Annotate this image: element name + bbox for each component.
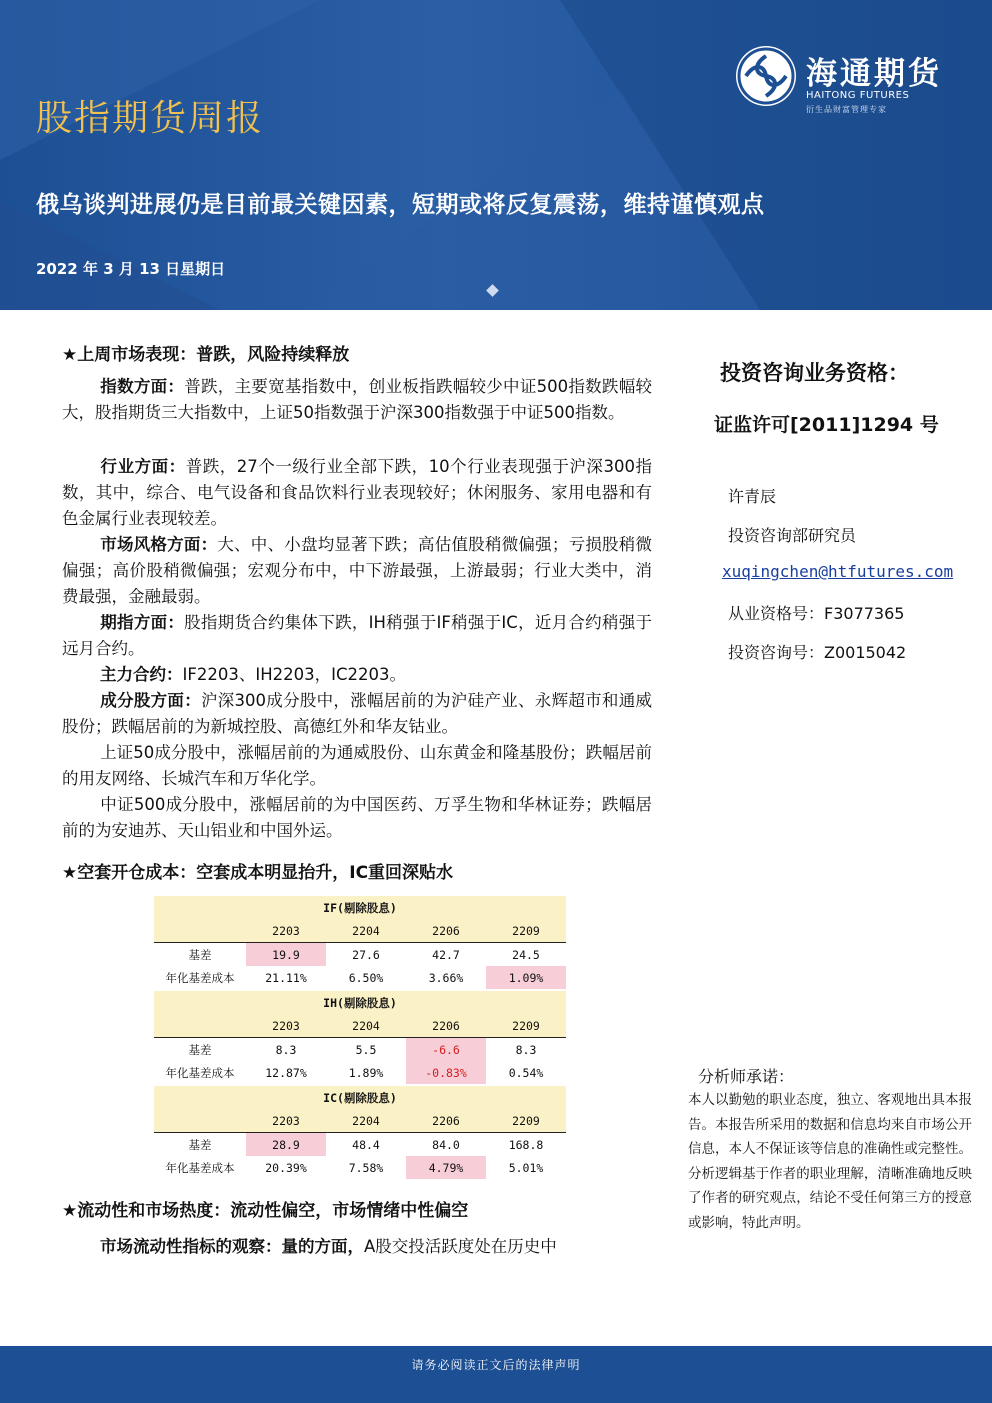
cost-cell: 7.58%: [348, 1160, 384, 1175]
basis-table-ih: [154, 991, 566, 1084]
table-row: [154, 966, 566, 989]
contract-cell: 2209: [486, 919, 566, 943]
basis-cell: -6.6: [406, 1038, 486, 1062]
cost-cell: 20.39%: [265, 1160, 307, 1175]
basis-cell: 84.0: [432, 1137, 460, 1152]
analyst-license-number: 从业资格号：F3077365: [728, 604, 905, 623]
company-logo: [736, 44, 966, 124]
paragraph-industry: [62, 454, 652, 532]
logo-tagline: 衍生品财富管理专家: [806, 105, 887, 114]
logo-english-name: HAITONG FUTURES: [806, 90, 910, 101]
paragraph-lead: 市场风格方面：: [100, 535, 218, 554]
footer-bar: [0, 1346, 992, 1403]
paragraph-lead: 期指方面：: [100, 613, 185, 632]
contract-cell: 2203: [246, 919, 326, 943]
cost-cell: 12.87%: [265, 1065, 307, 1080]
table-row: [154, 1061, 566, 1084]
paragraph-sse50: [62, 740, 652, 792]
qualification-title: 投资咨询业务资格：: [720, 361, 909, 385]
cost-cell: 1.89%: [348, 1065, 384, 1080]
row-label: 年化基差成本: [165, 970, 235, 985]
contract-cell: 2206: [406, 919, 486, 943]
basis-cell: 27.6: [352, 947, 380, 962]
paragraph-liquidity: [62, 1234, 652, 1260]
logo-chinese-name: 海通期货: [806, 56, 942, 92]
paragraph-text: 普跌，主要宽基指数中，创业板指跌幅较少中证500指数跌幅较大，股指期货三大指数中，上证50指数强于沪深300指数强于中证500指数。: [62, 377, 652, 422]
basis-table-if: [154, 896, 566, 989]
paragraph-lead: 成分股方面：: [100, 691, 201, 710]
pledge-text: 本人以勤勉的职业态度，独立、客观地出具本报告。本报告所采用的数据和信息均来自市场公开信息，本人不保证该等信息的准确性或完整性。分析逻辑基于作者的职业理解，清晰准确地反映了作者的研究观点，结论不受任何第三方的授意或影响，特此声明。: [688, 1092, 972, 1231]
table-row: [154, 943, 566, 967]
paragraph-text: 普跌，27个一级行业全部下跌，10个行业表现强于沪深300指数，其中，综合、电气设备和食品饮料行业表现较好；休闲服务、家用电器和有色金属行业表现较差。: [62, 457, 652, 528]
contract-cell: 2204: [326, 1014, 406, 1038]
basis-cell: 48.4: [352, 1137, 380, 1152]
qualification-license: 证监许可[2011]1294 号: [714, 414, 939, 436]
table-title: IC(剔除股息): [154, 1086, 566, 1109]
row-label: 基差: [188, 1137, 212, 1152]
contract-cell: 2203: [246, 1109, 326, 1133]
contract-cell: 2203: [246, 1014, 326, 1038]
analyst-title: 投资咨询部研究员: [728, 526, 857, 545]
report-date: 2022 年 3 月 13 日星期日: [36, 260, 226, 278]
basis-table-ic: [154, 1086, 566, 1179]
paragraph-text: IF2203、IH2203，IC2203。: [182, 665, 406, 684]
contract-cell: 2204: [326, 919, 406, 943]
paragraph-text: 沪深300成分股中，涨幅居前的为沪硅产业、永辉超市和通威股份；跌幅居前的为新城控股、高德红外和华友钴业。: [62, 691, 652, 736]
cost-cell: 1.09%: [486, 966, 566, 989]
paragraph-main-contracts: [62, 662, 652, 688]
section-heading-market: ★上周市场表现：普跌，风险持续释放: [62, 345, 350, 365]
paragraph-futures: [62, 610, 652, 662]
basis-cell: 24.5: [512, 947, 540, 962]
section-heading-basis: ★空套开仓成本：空套成本明显抬升，IC重回深贴水: [62, 863, 454, 883]
paragraph-text: 股指期货合约集体下跌，IH稍强于IF稍强于IC，近月合约稍强于远月合约。: [62, 613, 652, 658]
table-title: IH(剔除股息): [154, 991, 566, 1014]
paragraph-constituents: [62, 688, 652, 740]
analyst-email-link[interactable]: xuqingchen@htfutures.com: [722, 562, 954, 581]
cost-cell: 3.66%: [428, 970, 464, 985]
row-label: 基差: [188, 947, 212, 962]
paragraph-text: 大、中、小盘均显著下跌；高估值股稍微偏强；亏损股稍微偏强；高价股稍微偏强；宏观分布中，中下游最强，上游最弱；行业大类中，消费最强，金融最弱。: [62, 535, 653, 606]
cost-cell: 0.54%: [508, 1065, 544, 1080]
pledge-title: 分析师承诺：: [698, 1067, 795, 1086]
logo-emblem-icon: [736, 46, 796, 106]
row-label: 基差: [188, 1042, 212, 1057]
basis-cell: 42.7: [432, 947, 460, 962]
paragraph-lead: 指数方面：: [100, 377, 185, 396]
report-title: 股指期货周报: [36, 98, 265, 139]
cost-cell: 4.79%: [406, 1156, 486, 1179]
basis-cell: 19.9: [246, 943, 326, 967]
cost-cell: 5.01%: [508, 1160, 544, 1175]
contract-cell: 2206: [406, 1014, 486, 1038]
basis-cell: 8.3: [275, 1042, 297, 1057]
row-label: 年化基差成本: [165, 1160, 235, 1175]
paragraph-index: [62, 374, 652, 426]
paragraph-csi500: [62, 792, 652, 844]
analyst-consult-number: 投资咨询号：Z0015042: [728, 643, 907, 662]
contract-cell: 2209: [486, 1014, 566, 1038]
paragraph-text: A股交投活跃度处在历史中: [364, 1237, 557, 1256]
header-banner: [0, 0, 992, 310]
cost-cell: 21.11%: [265, 970, 307, 985]
basis-cell: 168.8: [508, 1137, 544, 1152]
contract-cell: 2204: [326, 1109, 406, 1133]
table-title: IF(剔除股息): [154, 896, 566, 919]
paragraph-text: 中证500成分股中，涨幅居前的为中国医药、万孚生物和华林证券；跌幅居前的为安迪苏、天山铝业和中国外运。: [62, 795, 652, 840]
paragraph-lead: 行业方面：: [100, 457, 186, 476]
analyst-name: 许青辰: [728, 487, 777, 506]
cost-cell: -0.83%: [406, 1061, 486, 1084]
contract-cell: 2206: [406, 1109, 486, 1133]
basis-cell: 8.3: [515, 1042, 537, 1057]
paragraph-lead: 主力合约：: [100, 665, 183, 684]
basis-cell: 5.5: [355, 1042, 377, 1057]
contract-cell: 2209: [486, 1109, 566, 1133]
basis-cell: 28.9: [246, 1133, 326, 1157]
table-row: [154, 1156, 566, 1179]
report-headline: 俄乌谈判进展仍是目前最关键因素，短期或将反复震荡，维持谨慎观点: [36, 192, 765, 218]
cost-cell: 6.50%: [348, 970, 384, 985]
table-row: [154, 1038, 566, 1062]
paragraph-lead: 市场流动性指标的观察：量的方面，: [100, 1237, 364, 1256]
footer-notice: 请务必阅读正文后的法律声明: [411, 1358, 581, 1372]
table-row: [154, 1133, 566, 1157]
paragraph-style: [62, 532, 652, 610]
paragraph-text: 上证50成分股中，涨幅居前的为通威股份、山东黄金和隆基股份；跌幅居前的用友网络、长城汽车和万华化学。: [62, 743, 652, 788]
section-heading-liquidity: ★流动性和市场热度：流动性偏空，市场情绪中性偏空: [62, 1201, 469, 1221]
row-label: 年化基差成本: [165, 1065, 235, 1080]
